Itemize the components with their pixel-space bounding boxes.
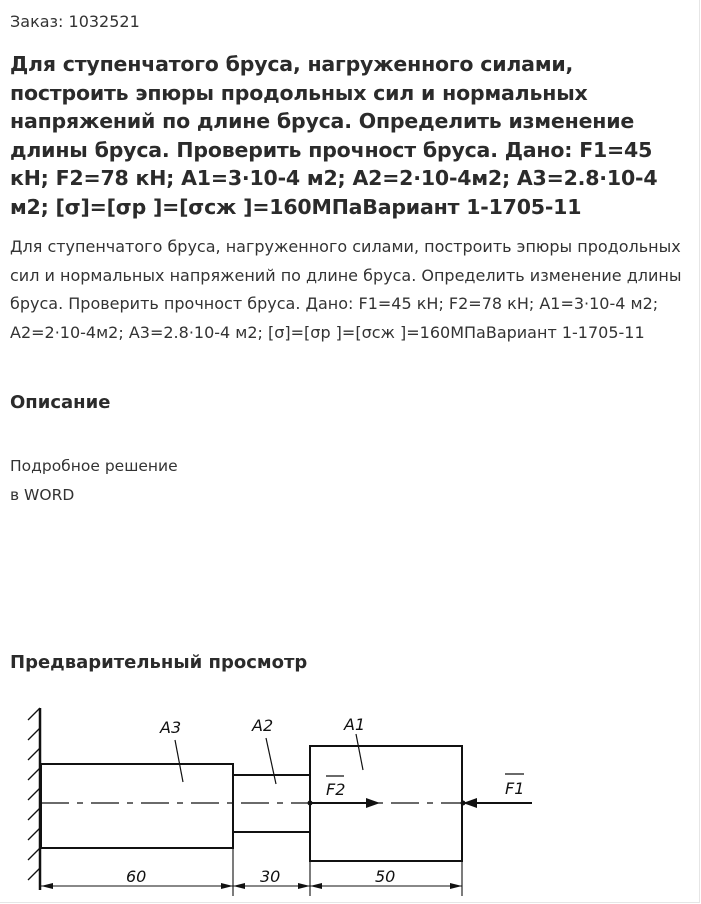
area-label-a3: A3 [160, 718, 182, 737]
dimension-50: 50 [375, 867, 396, 886]
task-title: Для ступенчатого бруса, нагруженного силами, построить эпюры продольных сил и нормальных напряжений по длине бруса. Определить изменение длины бруса. Проверить прочност бруса. Дано: F1=45 кН; F2=78 кН; A1=3·10-4 м2; A2=2·10-4м2; A3=2.8·10-4 м2; [σ]=[σр ]=[σсж ]=160МПаВариант 1-1705-11 [10, 52, 658, 219]
wall-hatching [28, 708, 40, 880]
description-text [10, 452, 178, 510]
dimension-lines [41, 848, 462, 896]
preview-heading: Предварительный просмотр [10, 652, 308, 673]
description-heading: Описание [10, 392, 111, 413]
area-label-a1: A1 [344, 715, 366, 734]
dimension-30: 30 [260, 867, 281, 886]
order-number: Заказ: 1032521 [10, 12, 140, 31]
force-label-f1: F1 [505, 779, 525, 798]
description-line-1: Подробное решение [10, 457, 178, 475]
force-label-f2: F2 [326, 780, 346, 799]
preview-drawing [20, 700, 540, 904]
area-label-a2: A2 [252, 716, 274, 735]
description-line-2: в WORD [10, 486, 75, 504]
dimension-60: 60 [126, 867, 147, 886]
bar-section-a3 [41, 764, 233, 848]
task-lead-text: Для ступенчатого бруса, нагруженного силами, построить эпюры продольных сил и нормальных напряжений по длине бруса. Определить изменение длины бруса. Проверить прочност бруса. Дано: F1=45 кН; F2=78 кН; A1=3·10-4 м2; A2=2·10-4м2; A3=2.8·10-4 м2; [σ]=[σр ]=[σсж ]=160МПаВариант 1-1705-11 [10, 237, 682, 342]
